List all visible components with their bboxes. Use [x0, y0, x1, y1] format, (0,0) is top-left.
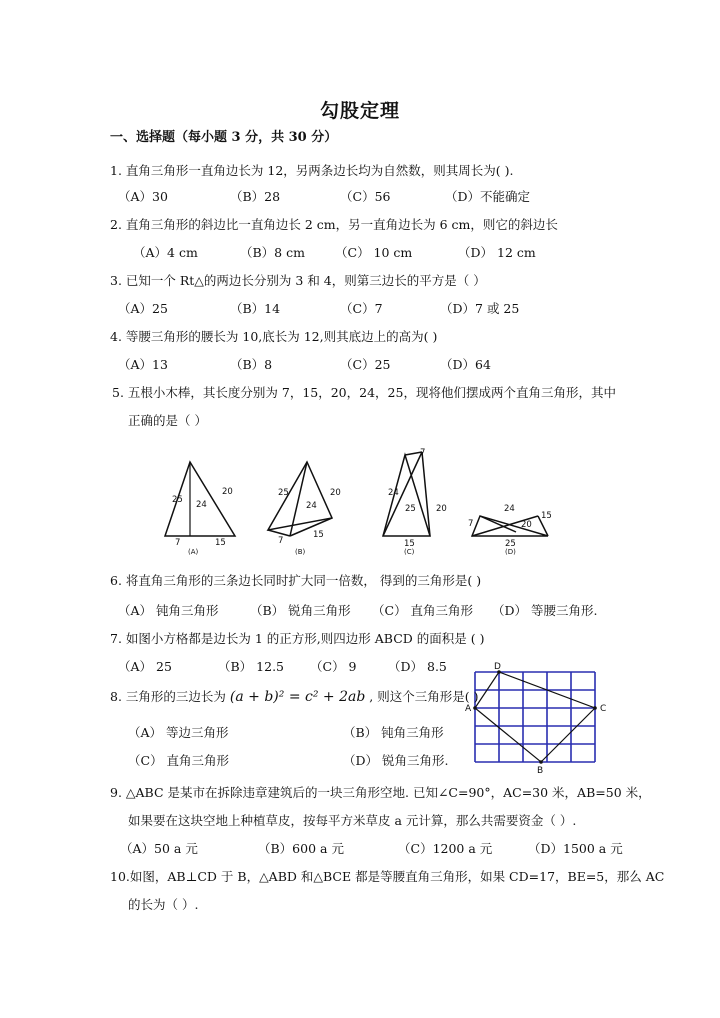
fig-c-caption: (C): [404, 548, 415, 556]
fig-c-label-24: 24: [388, 488, 399, 498]
fig-b-label-24: 24: [306, 501, 317, 511]
q8-prefix: 8. 三角形的三边长为: [110, 689, 226, 704]
q9-option-a: （A）50 a 元: [120, 841, 198, 856]
section-heading: 一、选择题（每小题 3 分，共 30 分）: [110, 130, 338, 145]
fig-d-label-7: 7: [468, 519, 474, 529]
fig-a-label-25: 25: [172, 495, 183, 505]
fig-c-label-25: 25: [405, 504, 416, 514]
q8-option-d: （D） 锐角三角形.: [343, 753, 449, 768]
q8-option-a: （A） 等边三角形: [128, 725, 229, 740]
q2-option-b: （B）8 cm: [240, 245, 305, 260]
q8-suffix: , 则这个三角形是( ): [369, 689, 479, 704]
fig-a-label-24: 24: [196, 500, 207, 510]
q2-option-a: （A）4 cm: [133, 245, 198, 260]
q6-option-d: （D） 等腰三角形.: [492, 603, 598, 618]
question-6-text: 6. 将直角三角形的三条边长同时扩大同一倍数， 得到的三角形是( ): [110, 573, 482, 588]
fig-d-label-15: 15: [541, 511, 552, 521]
q1-option-b: （B）28: [230, 189, 281, 204]
fig-c-label-20: 20: [436, 504, 447, 514]
q7-option-d: （D） 8.5: [388, 659, 447, 674]
question-9-text: 9. △ABC 是某市在拆除违章建筑后的一块三角形空地. 已知∠C=90°，AC=30 米，AB=50 米，: [110, 785, 651, 800]
fig-b-label-15: 15: [313, 530, 324, 540]
fig-a-label-20: 20: [222, 487, 233, 497]
fig-d-label-24: 24: [504, 504, 515, 514]
q4-option-d: （D）64: [440, 357, 491, 372]
q3-option-b: （B）14: [230, 301, 281, 316]
q7-option-c: （C） 9: [310, 659, 357, 674]
question-9-text-line2: 如果要在这块空地上种植草皮，按每平方米草皮 a 元计算，那么共需要资金（ ）.: [128, 813, 577, 828]
grid-point-c-label: C: [600, 704, 607, 714]
fig-a-label-7: 7: [175, 538, 181, 548]
q7-grid-figure: [460, 658, 615, 778]
q6-option-a: （A） 钝角三角形: [118, 603, 219, 618]
fig-d-label-20: 20: [521, 520, 532, 530]
q1-option-a: （A）30: [118, 189, 168, 204]
figure-d: [468, 504, 552, 556]
q8-option-b: （B） 钝角三角形: [343, 725, 444, 740]
page-title: 勾股定理: [319, 100, 400, 122]
fig-b-caption: (B): [295, 548, 306, 556]
question-7-text: 7. 如图小方格都是边长为 1 的正方形,则四边形 ABCD 的面积是 ( ): [110, 631, 485, 646]
q1-option-d: （D）不能确定: [445, 189, 531, 204]
q7-option-b: （B） 12.5: [218, 659, 284, 674]
q5-figures: [150, 440, 570, 560]
fig-c-label-15: 15: [404, 539, 415, 549]
q6-option-c: （C） 直角三角形: [372, 603, 474, 618]
q8-formula: (a + b)² = c² + 2ab: [229, 689, 366, 705]
q7-option-a: （A） 25: [118, 659, 172, 674]
q4-option-b: （B）8: [230, 357, 273, 372]
q4-option-c: （C）25: [340, 357, 391, 372]
fig-b-label-20: 20: [330, 488, 341, 498]
q2-option-c: （C） 10 cm: [335, 245, 413, 260]
fig-c-label-7: 7: [420, 448, 426, 458]
question-1-text: 1. 直角三角形一直角边长为 12，另两条边长均为自然数，则其周长为( ).: [110, 163, 514, 178]
fig-a-label-15: 15: [215, 538, 226, 548]
fig-a-caption: (A): [188, 548, 199, 556]
question-8-text: [110, 689, 478, 705]
figure-b: [268, 462, 341, 556]
q1-option-c: （C）56: [340, 189, 391, 204]
q9-option-b: （B）600 a 元: [258, 841, 344, 856]
question-10-text: 10.如图，AB⊥CD 于 B，△ABD 和△BCE 都是等腰直角三角形，如果 CD=17，BE=5，那么 AC: [110, 869, 665, 884]
q3-option-a: （A）25: [118, 301, 168, 316]
q3-option-d: （D）7 或 25: [440, 301, 520, 316]
question-5-text-line2: 正确的是（ ）: [128, 413, 207, 428]
q2-option-d: （D） 12 cm: [458, 245, 536, 260]
grid-point-a-label: A: [465, 704, 472, 714]
q4-option-a: （A）13: [118, 357, 168, 372]
q9-option-c: （C）1200 a 元: [398, 841, 493, 856]
figure-c: [383, 448, 447, 556]
fig-b-label-25: 25: [278, 488, 289, 498]
q9-option-d: （D）1500 a 元: [528, 841, 623, 856]
figure-a: [165, 462, 235, 556]
question-4-text: 4. 等腰三角形的腰长为 10,底长为 12,则其底边上的高为( ): [110, 329, 438, 344]
question-10-text-line2: 的长为（ ）.: [128, 897, 199, 912]
question-3-text: 3. 已知一个 Rt△的两边长分别为 3 和 4，则第三边长的平方是（ ）: [110, 273, 486, 288]
grid-point-b-label: B: [537, 766, 544, 776]
fig-d-caption: (D): [505, 548, 516, 556]
fig-b-label-7: 7: [278, 536, 284, 546]
q6-option-b: （B） 锐角三角形: [250, 603, 351, 618]
grid-point-d-label: D: [494, 662, 501, 672]
fig-d-label-25: 25: [505, 539, 516, 549]
q8-option-c: （C） 直角三角形: [128, 753, 230, 768]
question-5-text: 5. 五根小木棒，其长度分别为 7，15，20，24，25，现将他们摆成两个直角三角形，其中: [112, 385, 616, 400]
q3-option-c: （C）7: [340, 301, 383, 316]
question-2-text: 2. 直角三角形的斜边比一直角边长 2 cm，另一直角边长为 6 cm，则它的斜边长: [110, 217, 558, 232]
